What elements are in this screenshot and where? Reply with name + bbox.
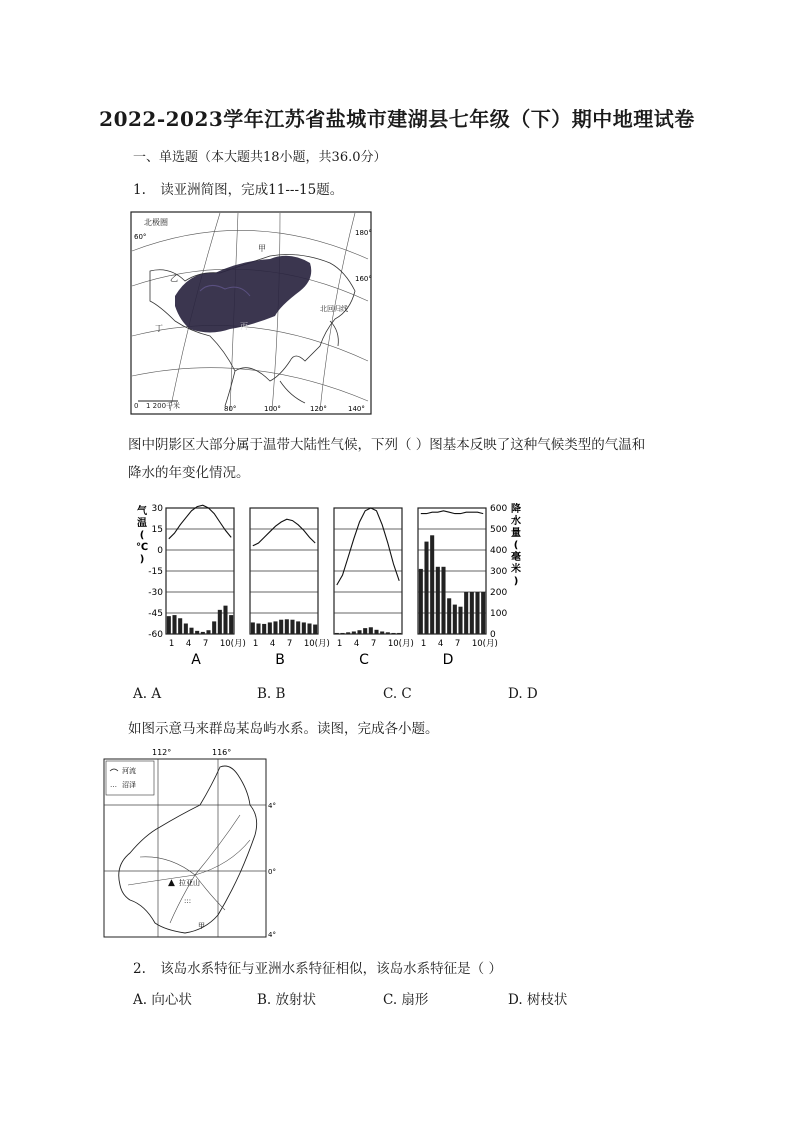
- panel-label: B: [275, 652, 285, 668]
- lon-label: 116°: [212, 748, 232, 757]
- x-tick-label: 1: [420, 639, 427, 649]
- precip-bar: [464, 592, 468, 634]
- precip-bar: [374, 630, 378, 634]
- option-a[interactable]: A. A: [133, 686, 162, 702]
- lat-label: 4°: [268, 802, 276, 810]
- lon-label: 112°: [152, 748, 172, 757]
- right-axis-label: 量: [511, 528, 521, 539]
- precip-bar: [380, 631, 384, 634]
- x-tick-label: 1: [336, 639, 343, 649]
- precip-bar: [218, 610, 222, 634]
- tick-label: 15: [151, 525, 163, 535]
- x-tick-label: 4: [269, 639, 276, 649]
- lon-label: 160°: [355, 275, 372, 283]
- question-1-intro: [133, 178, 343, 198]
- x-tick-label: 7: [202, 639, 209, 649]
- precip-bar: [369, 627, 373, 634]
- precip-bar: [172, 615, 176, 634]
- tick-label: 600: [490, 504, 508, 514]
- precip-bar: [285, 619, 289, 634]
- tick-label: 30: [151, 504, 163, 514]
- precip-bar: [346, 632, 350, 634]
- x-tick-label: 7: [286, 639, 293, 649]
- right-axis-label: 降: [511, 504, 521, 515]
- right-axis-label: 米: [511, 564, 521, 575]
- precip-bar: [470, 592, 474, 634]
- precip-bar: [307, 624, 311, 635]
- island-map: [100, 745, 278, 941]
- option-d[interactable]: D. 树枝状: [508, 992, 568, 1008]
- precip-bar: [441, 567, 445, 634]
- lon-label: 120°: [310, 405, 327, 413]
- precip-bar: [357, 630, 361, 634]
- precip-bar: [279, 620, 283, 634]
- precip-bar: [481, 592, 485, 634]
- precip-bar: [256, 624, 260, 635]
- question-2-stem: [133, 957, 502, 977]
- precip-bar: [386, 632, 390, 634]
- climate-charts: [128, 500, 521, 670]
- tick-label: 100: [490, 609, 508, 619]
- map-label: 北极圈: [144, 218, 168, 227]
- question-text: 该岛水系特征与亚洲水系特征相似，该岛水系特征是（ ）: [160, 961, 502, 977]
- x-tick-label: 7: [370, 639, 377, 649]
- precip-bar: [223, 606, 227, 634]
- right-axis-label: (: [513, 540, 519, 551]
- page-title: 2022-2023学年江苏省盐城市建湖县七年级（下）期中地理试卷: [99, 107, 695, 131]
- tick-label: 0: [490, 630, 496, 640]
- precip-bar: [340, 633, 344, 634]
- panel-label: C: [359, 652, 369, 668]
- precip-bar: [206, 630, 210, 634]
- left-axis-label: 温: [137, 518, 147, 529]
- precip-bar: [178, 618, 182, 634]
- precip-bar: [475, 592, 479, 634]
- x-tick-label: 4: [185, 639, 192, 649]
- right-axis-label: ): [513, 576, 519, 587]
- map-label: 丁: [155, 324, 163, 333]
- precip-bar: [302, 622, 306, 634]
- left-axis-label: 气: [137, 506, 147, 517]
- precip-bar: [453, 605, 457, 634]
- x-tick-label: 10(月): [303, 639, 330, 649]
- x-tick-label: 1: [252, 639, 259, 649]
- x-tick-label: 4: [353, 639, 360, 649]
- precip-bar: [212, 621, 216, 634]
- option-c[interactable]: C. C: [383, 686, 412, 702]
- stem-line: 图中阴影区大部分属于温带大陆性气候，下列（ ）图基本反映了这种气候类型的气温和: [128, 437, 646, 453]
- precip-bar: [363, 628, 367, 634]
- lon-label: 180°: [355, 229, 372, 237]
- precip-bar: [167, 616, 171, 634]
- tick-label: -30: [148, 588, 163, 598]
- swamp-symbol: …: [110, 781, 117, 789]
- question-text: 读亚洲简图，完成11---15题。: [160, 182, 344, 198]
- x-tick-label: 10(月): [471, 639, 498, 649]
- map-label: 北回归线: [320, 305, 348, 313]
- x-tick-label: 10(月): [387, 639, 414, 649]
- precip-bar: [391, 633, 395, 634]
- precip-bar: [397, 633, 401, 634]
- option-b[interactable]: B. B: [257, 686, 286, 702]
- precip-bar: [229, 615, 233, 634]
- x-tick-label: 7: [454, 639, 461, 649]
- map-label: 甲: [258, 244, 266, 253]
- tick-label: -45: [148, 609, 163, 619]
- lat-label: 0°: [268, 868, 276, 876]
- precip-bar: [430, 535, 434, 634]
- lon-label: 80°: [224, 405, 237, 413]
- precip-bar: [296, 621, 300, 634]
- question-1-stem: [128, 431, 698, 487]
- precip-bar: [251, 622, 255, 634]
- option-b[interactable]: B. 放射状: [257, 992, 317, 1008]
- precip-bar: [436, 567, 440, 634]
- map-label: 丙: [240, 322, 248, 331]
- precip-bar: [290, 620, 294, 634]
- left-axis-label: ℃: [135, 542, 149, 553]
- x-tick-label: 4: [437, 639, 444, 649]
- option-d[interactable]: D. D: [508, 686, 538, 702]
- right-axis-label: 水: [511, 516, 521, 527]
- mountain-icon: ▲: [168, 878, 175, 888]
- precip-bar: [424, 542, 428, 634]
- passage-2: 如图示意马来群岛某岛屿水系。读图，完成各小题。: [128, 721, 439, 737]
- lon-label: 100°: [264, 405, 281, 413]
- precip-bar: [184, 624, 188, 635]
- x-tick-label: 10(月): [219, 639, 246, 649]
- swamp-symbol: :::: [184, 897, 192, 905]
- precip-bar: [335, 633, 339, 634]
- precip-bar: [313, 625, 317, 634]
- left-axis-label: ): [139, 554, 145, 565]
- tick-label: -15: [148, 567, 163, 577]
- left-axis-label: (: [139, 530, 145, 541]
- stem-line: 降水的年变化情况。: [128, 465, 250, 481]
- panel-label: A: [191, 652, 201, 668]
- precip-bar: [458, 607, 462, 634]
- precip-bar: [262, 624, 266, 634]
- precip-bar: [189, 628, 193, 634]
- point-label: 甲: [198, 922, 205, 930]
- tick-label: 300: [490, 567, 508, 577]
- x-tick-label: 1: [168, 639, 175, 649]
- tick-label: 200: [490, 588, 508, 598]
- tick-label: 400: [490, 546, 508, 556]
- scale-zero: 0: [134, 402, 139, 410]
- legend-swamp: 沼泽: [122, 781, 136, 789]
- option-c[interactable]: C. 扇形: [383, 992, 429, 1008]
- precip-bar: [201, 632, 205, 634]
- tick-label: 0: [157, 546, 163, 556]
- precip-bar: [419, 569, 423, 634]
- right-axis-label: 毫: [511, 552, 521, 563]
- option-a[interactable]: A. 向心状: [133, 992, 192, 1008]
- asia-map: [130, 211, 372, 415]
- map-label: 乙: [170, 274, 178, 283]
- precip-bar: [447, 598, 451, 634]
- scale-label: 1 200千米: [146, 402, 181, 410]
- tick-label: 500: [490, 525, 508, 535]
- tick-label: -60: [148, 630, 163, 640]
- precip-bar: [268, 622, 272, 634]
- precip-bar: [352, 631, 356, 634]
- precip-bar: [273, 621, 277, 634]
- precip-bar: [195, 631, 199, 634]
- question-number: 2.: [133, 961, 146, 977]
- lat-label: 4°: [268, 931, 276, 939]
- legend-river: 河流: [122, 767, 136, 775]
- panel-label: D: [442, 652, 454, 668]
- section-heading: 一、单选题（本大题共18小题，共36.0分）: [133, 150, 387, 165]
- lon-label: 140°: [348, 405, 365, 413]
- question-number: 1.: [133, 182, 146, 198]
- mountain-label: 拉亚山: [179, 879, 200, 887]
- lon-label: 60°: [134, 233, 147, 241]
